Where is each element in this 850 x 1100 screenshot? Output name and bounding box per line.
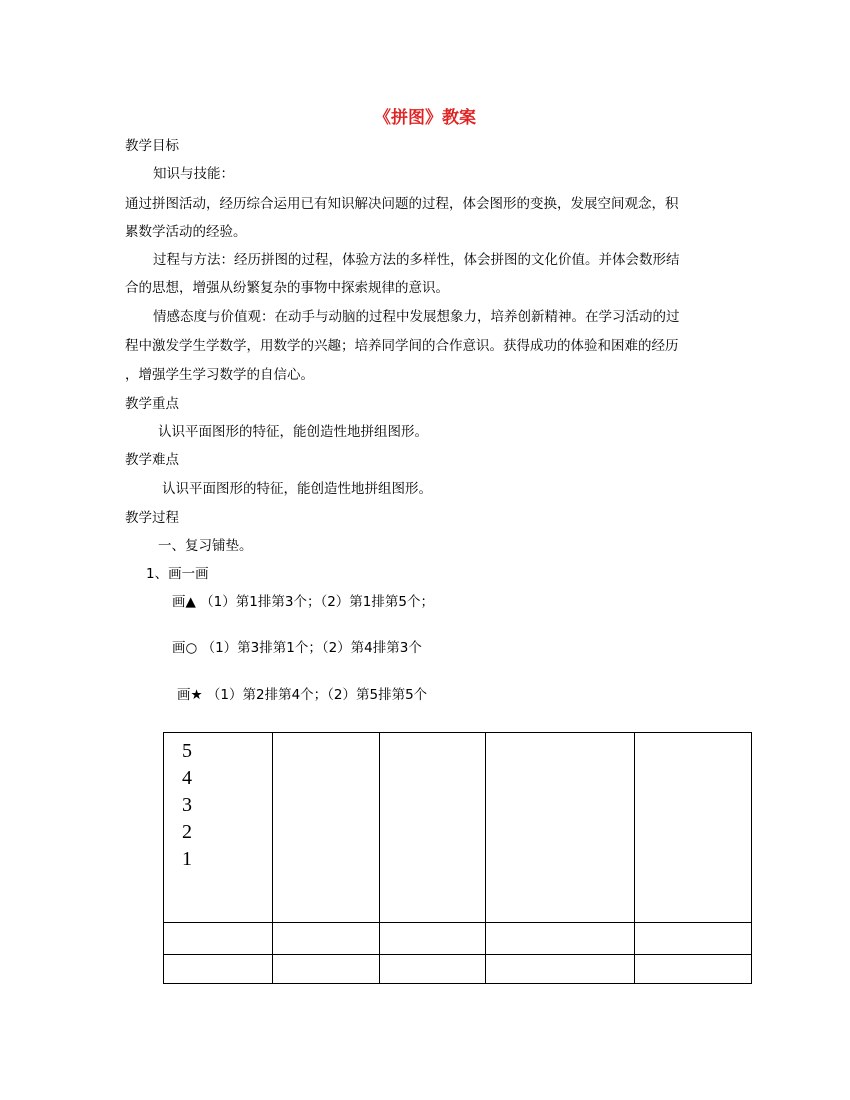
instruction-star: 画★ （1）第2排第4个；（2）第5排第5个 <box>177 687 428 703</box>
process-method-line2: 合的思想，增强从纷繁复杂的事物中探索规律的意识。 <box>125 280 449 296</box>
instruction-circle: 画○ （1）第3排第1个；（2）第4排第3个 <box>172 640 422 656</box>
knowledge-text-line1: 通过拼图活动，经历综合运用已有知识解决问题的过程，体会图形的变换，发展空间观念，积 <box>125 196 679 212</box>
difficulty-heading: 教学难点 <box>125 452 179 468</box>
drawing-grid-table <box>163 732 752 984</box>
row-number-1: 1 <box>182 848 192 870</box>
emotion-line1: 情感态度与价值观：在动手与动脑的过程中发展想象力，培养创新精神。在学习活动的过 <box>153 309 680 325</box>
key-points-heading: 教学重点 <box>125 396 179 412</box>
key-points-text: 认识平面图形的特征，能创造性地拼组图形。 <box>158 424 428 440</box>
difficulty-text: 认识平面图形的特征，能创造性地拼组图形。 <box>162 481 432 497</box>
row-number-4: 4 <box>182 767 192 789</box>
sub-step-draw: 1、画一画 <box>146 566 209 582</box>
step-review: 一、复习铺垫。 <box>158 538 253 554</box>
goals-heading: 教学目标 <box>125 138 179 154</box>
instruction-triangle: 画▲ （1）第1排第3个；（2）第1排第5个； <box>172 594 434 610</box>
emotion-line2: 程中激发学生学数学，用数学的兴趣；培养同学间的合作意识。获得成功的体验和困难的经历 <box>125 338 679 354</box>
knowledge-heading: 知识与技能： <box>153 166 234 182</box>
process-method-line1: 过程与方法：经历拼图的过程，体验方法的多样性，体会拼图的文化价值。并体会数形结 <box>153 252 680 268</box>
row-number-2: 2 <box>182 821 192 843</box>
emotion-line3: ，增强学生学习数学的自信心。 <box>125 367 314 383</box>
knowledge-text-line2: 累数学活动的经验。 <box>125 224 247 240</box>
teaching-process-heading: 教学过程 <box>125 510 179 526</box>
row-number-3: 3 <box>182 794 192 816</box>
row-number-5: 5 <box>182 740 192 762</box>
page-title: 《拼图》教案 <box>374 108 476 128</box>
